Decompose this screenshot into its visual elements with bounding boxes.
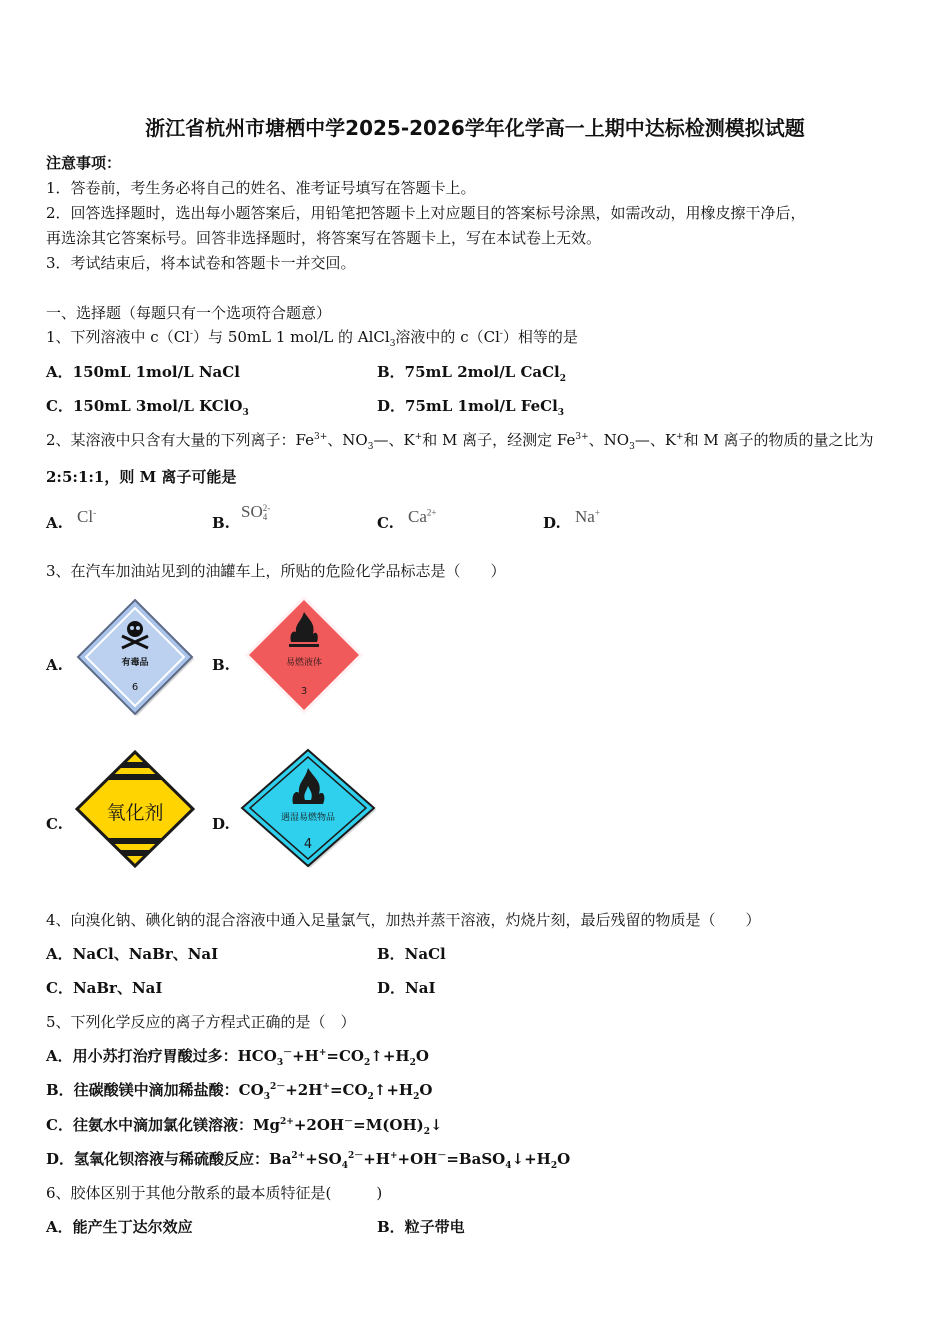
q4-option-b: B．NaCl — [377, 945, 446, 963]
notice-heading: 注意事项： — [46, 154, 122, 172]
toxic-sign-label: 有毒品 — [121, 658, 149, 668]
flammable-liquid-sign-icon — [243, 594, 365, 716]
q1-option-c: C．150mL 3mol/L KClO$_3$ — [46, 397, 249, 418]
q2-option-b-ion: SO 2- 4 — [241, 502, 271, 523]
oxidizer-sign-icon — [75, 750, 195, 868]
q2-option-b-label: B. — [212, 514, 230, 532]
q3-option-b-label: B. — [212, 656, 230, 674]
q3-stem: 3、在汽车加油站见到的油罐车上，所贴的危险化学品标志是（ ） — [46, 562, 506, 580]
q4-option-d: D．NaI — [377, 979, 436, 997]
notice-item-3: 3．考试结束后，将本试卷和答题卡一并交回。 — [46, 254, 356, 272]
q1-option-d: D．75mL 1mol/L FeCl$_3$ — [377, 397, 565, 418]
page-title: 浙江省杭州市塘栖中学2025-2026学年化学高一上期中达标检测模拟试题 — [145, 116, 805, 140]
q2-option-d-label: D. — [543, 514, 561, 532]
q5-option-d: D．氢氧化钡溶液与稀硫酸反应：$Ba^{2+}+SO_4^{2-}+H^++OH^-=BaSO_4↓+H_2O$ — [46, 1150, 571, 1171]
q6-option-b: B．粒子带电 — [377, 1218, 465, 1236]
q4-stem: 4、向溴化钠、碘化钠的混合溶液中通入足量氯气，加热并蒸干溶液，灼烧片刻，最后残留的物质是（ ） — [46, 911, 761, 929]
q2-option-a-ion: Cl- — [77, 507, 97, 526]
oxidizer-sign-label: 氧化剂 — [106, 802, 164, 824]
q1-option-a: A．150mL 1mol/L NaCl — [46, 363, 240, 381]
q3-option-c-label: C. — [46, 815, 63, 833]
q2-option-d-ion: Na+ — [575, 507, 600, 526]
q2-option-c-ion: $Ca^{2+}$ — [408, 507, 437, 526]
q6-stem: 6、胶体区别于其他分散系的最本质特征是( ) — [46, 1184, 383, 1202]
q4-option-a: A．NaCl、NaBr、NaI — [46, 945, 219, 963]
section-heading: 一、选择题（每题只有一个选项符合题意） — [46, 304, 332, 322]
notice-item-2-cont: 再选涂其它答案标号。回答非选择题时，将答案写在答题卡上，写在本试卷上无效。 — [46, 229, 602, 247]
flammable-sign-class: 3 — [300, 686, 308, 697]
q5-stem: 5、下列化学反应的离子方程式正确的是（ ） — [46, 1013, 356, 1031]
q4-option-c: C．NaBr、NaI — [46, 979, 163, 997]
q2-option-a-label: A. — [46, 514, 63, 532]
q5-option-b: B．往碳酸镁中滴加稀盐酸：$CO_3^{2-}+2H^+=CO_2↑+H_2O$ — [46, 1081, 433, 1102]
q2-stem-line1: 2、某溶液中只含有大量的下列离子：$Fe^{3+}$、$NO_3—$、K+和 M 离子，经测定 $Fe^{3+}$、$NO_3—$、K+和 M 离子的物质的量之比为 — [46, 431, 874, 452]
toxic-sign-class: 6 — [131, 682, 139, 693]
q5-option-c: C．往氨水中滴加氯化镁溶液：$Mg^{2+}+2OH^-=M(OH)_2↓$ — [46, 1116, 443, 1137]
notice-item-2: 2．回答选择题时，选出每小题答案后，用铅笔把答题卡上对应题目的答案标号涂黑，如需改动，用橡皮擦干净后， — [46, 204, 806, 222]
wet-sign-class: 4 — [303, 837, 313, 852]
q1-stem: 1、下列溶液中 c（Cl-）与 50mL 1 mol/L 的 AlCl$_3$溶液中的 c（Cl-）相等的是 — [46, 328, 578, 349]
q3-option-d-label: D. — [212, 815, 230, 833]
dangerous-when-wet-sign-icon — [240, 748, 376, 868]
q3-option-a-label: A. — [46, 656, 63, 674]
q5-option-a: A．用小苏打治疗胃酸过多：$HCO_3^-+H^+=CO_2↑+H_2O$ — [46, 1047, 429, 1068]
wet-sign-label: 遇湿易燃物品 — [280, 813, 336, 823]
toxic-sign-icon — [74, 596, 196, 718]
notice-item-1: 1．答卷前，考生务必将自己的姓名、准考证号填写在答题卡上。 — [46, 179, 476, 197]
q2-stem-line2: 2:5:1:1，则 M 离子可能是 — [46, 468, 237, 486]
q1-option-b: B．75mL 2mol/L CaCl$_2$ — [377, 363, 567, 384]
q2-option-c-label: C. — [377, 514, 394, 532]
flammable-sign-label: 易燃液体 — [285, 658, 323, 668]
q6-option-a: A．能产生丁达尔效应 — [46, 1218, 193, 1236]
